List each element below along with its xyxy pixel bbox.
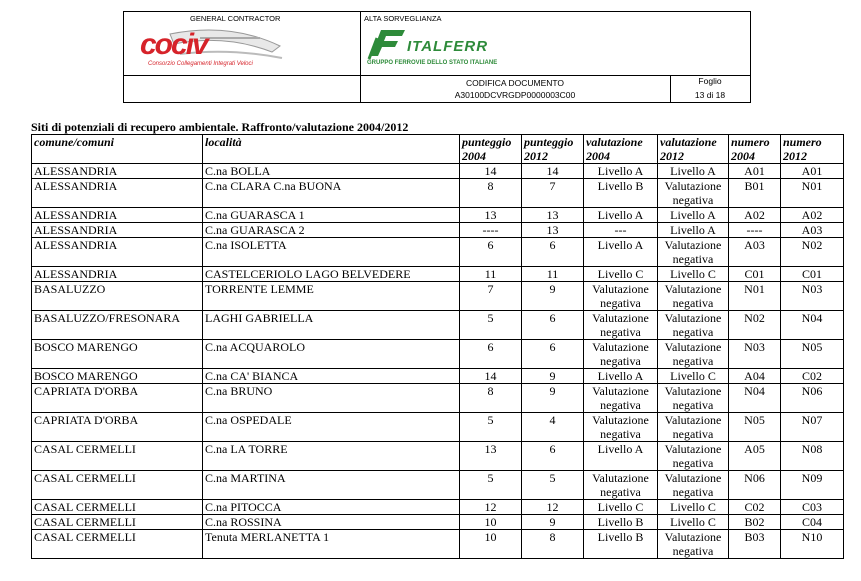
cell-numero-2012: N02 xyxy=(781,238,844,267)
cell-numero-2012: N03 xyxy=(781,282,844,311)
col-header-numero-2004: numero 2004 xyxy=(729,135,781,164)
cell-comune: CASAL CERMELLI xyxy=(32,515,203,530)
cell-punteggio-2012: 6 xyxy=(522,442,584,471)
table-row xyxy=(32,179,844,208)
cell-comune: ALESSANDRIA xyxy=(32,267,203,282)
cell-comune: BOSCO MARENGO xyxy=(32,369,203,384)
cell-localita: C.na ROSSINA xyxy=(203,515,460,530)
cell-valutazione-2012: Valutazione negativa xyxy=(658,311,729,340)
cell-punteggio-2004: 5 xyxy=(460,413,522,442)
cell-numero-2012: N08 xyxy=(781,442,844,471)
table-row xyxy=(32,223,844,238)
cell-numero-2012: N07 xyxy=(781,413,844,442)
cell-comune: ALESSANDRIA xyxy=(32,208,203,223)
cell-numero-2012: N09 xyxy=(781,471,844,500)
cell-valutazione-2012: Valutazione negativa xyxy=(658,340,729,369)
cell-valutazione-2004: Valutazione negativa xyxy=(584,282,658,311)
cell-valutazione-2012: Valutazione negativa xyxy=(658,442,729,471)
table-row xyxy=(32,442,844,471)
table-row xyxy=(32,500,844,515)
cell-valutazione-2004: Livello A xyxy=(584,369,658,384)
cell-punteggio-2012: 9 xyxy=(522,369,584,384)
col-header-punteggio-2012: punteggio 2012 xyxy=(522,135,584,164)
cell-numero-2004: N02 xyxy=(729,311,781,340)
table-row xyxy=(32,471,844,500)
cell-localita: C.na BRUNO xyxy=(203,384,460,413)
table-header-row xyxy=(32,135,844,164)
cell-punteggio-2004: ---- xyxy=(460,223,522,238)
cell-punteggio-2004: 13 xyxy=(460,208,522,223)
cell-numero-2004: N04 xyxy=(729,384,781,413)
cell-numero-2004: N01 xyxy=(729,282,781,311)
cell-numero-2012: C04 xyxy=(781,515,844,530)
cell-valutazione-2004: Livello A xyxy=(584,238,658,267)
cell-comune: ALESSANDRIA xyxy=(32,179,203,208)
cell-localita: C.na OSPEDALE xyxy=(203,413,460,442)
cell-localita: C.na PITOCCA xyxy=(203,500,460,515)
cell-punteggio-2004: 14 xyxy=(460,164,522,179)
cell-valutazione-2012: Valutazione negativa xyxy=(658,238,729,267)
cell-valutazione-2004: Valutazione negativa xyxy=(584,340,658,369)
cell-punteggio-2004: 10 xyxy=(460,530,522,559)
col-header-numero-2012: numero 2012 xyxy=(781,135,844,164)
cell-punteggio-2004: 13 xyxy=(460,442,522,471)
cell-punteggio-2012: 4 xyxy=(522,413,584,442)
cell-numero-2004: N05 xyxy=(729,413,781,442)
cell-numero-2012: C03 xyxy=(781,500,844,515)
table-row xyxy=(32,530,844,559)
cell-valutazione-2004: --- xyxy=(584,223,658,238)
cell-localita: C.na GUARASCA 1 xyxy=(203,208,460,223)
cell-numero-2004: A03 xyxy=(729,238,781,267)
cell-punteggio-2012: 6 xyxy=(522,311,584,340)
cell-punteggio-2004: 8 xyxy=(460,179,522,208)
cell-comune: ALESSANDRIA xyxy=(32,164,203,179)
cell-punteggio-2004: 7 xyxy=(460,282,522,311)
cell-punteggio-2004: 12 xyxy=(460,500,522,515)
cell-comune: CASAL CERMELLI xyxy=(32,442,203,471)
cell-numero-2012: A01 xyxy=(781,164,844,179)
cell-valutazione-2012: Livello A xyxy=(658,164,729,179)
cell-punteggio-2012: 7 xyxy=(522,179,584,208)
cell-numero-2004: N06 xyxy=(729,471,781,500)
cell-punteggio-2012: 12 xyxy=(522,500,584,515)
cell-punteggio-2012: 9 xyxy=(522,515,584,530)
cell-numero-2012: N04 xyxy=(781,311,844,340)
table-row xyxy=(32,515,844,530)
cell-valutazione-2012: Livello C xyxy=(658,267,729,282)
col-header-punteggio-2004: punteggio 2004 xyxy=(460,135,522,164)
cell-comune: BASALUZZO xyxy=(32,282,203,311)
table-row xyxy=(32,384,844,413)
cell-numero-2004: C01 xyxy=(729,267,781,282)
cell-numero-2004: B01 xyxy=(729,179,781,208)
cell-valutazione-2004: Livello B xyxy=(584,530,658,559)
cell-punteggio-2012: 6 xyxy=(522,238,584,267)
cell-punteggio-2012: 6 xyxy=(522,340,584,369)
cell-punteggio-2004: 10 xyxy=(460,515,522,530)
cell-comune: ALESSANDRIA xyxy=(32,238,203,267)
table-row xyxy=(32,369,844,384)
cell-punteggio-2012: 9 xyxy=(522,282,584,311)
cell-valutazione-2012: Valutazione negativa xyxy=(658,179,729,208)
cell-numero-2012: A02 xyxy=(781,208,844,223)
table-row xyxy=(32,340,844,369)
cell-punteggio-2004: 6 xyxy=(460,340,522,369)
cell-comune: ALESSANDRIA xyxy=(32,223,203,238)
cell-numero-2012: N01 xyxy=(781,179,844,208)
italferr-logo-text: ITALFERR xyxy=(407,38,489,55)
cell-localita: C.na GUARASCA 2 xyxy=(203,223,460,238)
cell-valutazione-2004: Livello B xyxy=(584,179,658,208)
col-header-valutazione-2012: valutazione 2012 xyxy=(658,135,729,164)
cell-punteggio-2004: 6 xyxy=(460,238,522,267)
cell-valutazione-2004: Livello B xyxy=(584,515,658,530)
cell-comune: CASAL CERMELLI xyxy=(32,500,203,515)
cell-numero-2012: C01 xyxy=(781,267,844,282)
italferr-subtitle: GRUPPO FERROVIE DELLO STATO ITALIANE xyxy=(367,60,498,66)
cell-valutazione-2012: Valutazione negativa xyxy=(658,471,729,500)
cell-valutazione-2004: Livello A xyxy=(584,442,658,471)
cell-valutazione-2012: Valutazione negativa xyxy=(658,530,729,559)
cell-comune: BOSCO MARENGO xyxy=(32,340,203,369)
cell-comune: CASAL CERMELLI xyxy=(32,471,203,500)
foglio-value: 13 di 18 xyxy=(694,90,726,100)
cell-comune: BASALUZZO/FRESONARA xyxy=(32,311,203,340)
cell-numero-2004: B02 xyxy=(729,515,781,530)
table-row xyxy=(32,267,844,282)
cell-valutazione-2004: Valutazione negativa xyxy=(584,413,658,442)
cell-numero-2004: A01 xyxy=(729,164,781,179)
col-header-valutazione-2004: valutazione 2004 xyxy=(584,135,658,164)
table-row xyxy=(32,282,844,311)
cell-punteggio-2012: 13 xyxy=(522,223,584,238)
cell-localita: CASTELCERIOLO LAGO BELVEDERE xyxy=(203,267,460,282)
cell-valutazione-2004: Livello C xyxy=(584,500,658,515)
cell-valutazione-2012: Livello C xyxy=(658,515,729,530)
col-header-localita: località xyxy=(203,135,460,164)
cociv-subtitle: Consorzio Collegamenti Integrati Veloci xyxy=(148,61,253,67)
table-row xyxy=(32,208,844,223)
cell-punteggio-2004: 14 xyxy=(460,369,522,384)
cell-localita: LAGHI GABRIELLA xyxy=(203,311,460,340)
cell-valutazione-2012: Valutazione negativa xyxy=(658,282,729,311)
cell-localita: C.na MARTINA xyxy=(203,471,460,500)
codifica-label: CODIFICA DOCUMENTO xyxy=(465,78,565,88)
cell-valutazione-2004: Valutazione negativa xyxy=(584,311,658,340)
cell-valutazione-2004: Livello A xyxy=(584,164,658,179)
cell-localita: C.na CLARA C.na BUONA xyxy=(203,179,460,208)
cell-numero-2004: A05 xyxy=(729,442,781,471)
cell-localita: C.na CA' BIANCA xyxy=(203,369,460,384)
table-row xyxy=(32,311,844,340)
cell-numero-2004: B03 xyxy=(729,530,781,559)
cell-localita: Tenuta MERLANETTA 1 xyxy=(203,530,460,559)
cell-comune: CAPRIATA D'ORBA xyxy=(32,413,203,442)
cell-numero-2004: A02 xyxy=(729,208,781,223)
general-contractor-label: GENERAL CONTRACTOR xyxy=(190,14,281,23)
cell-punteggio-2004: 8 xyxy=(460,384,522,413)
cell-valutazione-2012: Livello A xyxy=(658,223,729,238)
document-header xyxy=(123,11,751,103)
cell-numero-2012: N10 xyxy=(781,530,844,559)
cell-valutazione-2004: Valutazione negativa xyxy=(584,384,658,413)
cell-punteggio-2012: 9 xyxy=(522,384,584,413)
cell-punteggio-2004: 11 xyxy=(460,267,522,282)
cell-punteggio-2004: 5 xyxy=(460,311,522,340)
cell-numero-2012: N05 xyxy=(781,340,844,369)
alta-sorveglianza-label: ALTA SORVEGLIANZA xyxy=(364,14,442,23)
cell-localita: TORRENTE LEMME xyxy=(203,282,460,311)
table-row xyxy=(32,413,844,442)
cell-valutazione-2012: Livello C xyxy=(658,369,729,384)
cociv-logo xyxy=(140,24,286,70)
sites-table xyxy=(31,134,844,559)
cell-numero-2012: N06 xyxy=(781,384,844,413)
cell-valutazione-2004: Valutazione negativa xyxy=(584,471,658,500)
cell-localita: C.na LA TORRE xyxy=(203,442,460,471)
cell-valutazione-2004: Livello A xyxy=(584,208,658,223)
table-row xyxy=(32,238,844,267)
cell-punteggio-2012: 11 xyxy=(522,267,584,282)
fs-logo-icon xyxy=(367,26,407,60)
table-row xyxy=(32,164,844,179)
cell-punteggio-2012: 5 xyxy=(522,471,584,500)
cell-comune: CASAL CERMELLI xyxy=(32,530,203,559)
cell-punteggio-2012: 13 xyxy=(522,208,584,223)
table-caption: Siti di potenziali di recupero ambientale. Raffronto/valutazione 2004/2012 xyxy=(31,120,409,134)
cell-localita: C.na BOLLA xyxy=(203,164,460,179)
cell-punteggio-2012: 14 xyxy=(522,164,584,179)
italferr-logo xyxy=(367,26,527,72)
cell-punteggio-2004: 5 xyxy=(460,471,522,500)
cell-localita: C.na ACQUAROLO xyxy=(203,340,460,369)
col-header-comune: comune/comuni xyxy=(32,135,203,164)
cell-numero-2004: A04 xyxy=(729,369,781,384)
cell-valutazione-2012: Livello A xyxy=(658,208,729,223)
cell-valutazione-2012: Livello C xyxy=(658,500,729,515)
cell-localita: C.na ISOLETTA xyxy=(203,238,460,267)
cociv-logo-text: cociv xyxy=(140,28,207,61)
cell-numero-2004: C02 xyxy=(729,500,781,515)
cell-numero-2012: C02 xyxy=(781,369,844,384)
cell-punteggio-2012: 8 xyxy=(522,530,584,559)
cell-numero-2004: N03 xyxy=(729,340,781,369)
cell-valutazione-2012: Valutazione negativa xyxy=(658,384,729,413)
cell-numero-2012: A03 xyxy=(781,223,844,238)
cell-valutazione-2004: Livello C xyxy=(584,267,658,282)
foglio-label: Foglio xyxy=(698,76,722,86)
cell-comune: CAPRIATA D'ORBA xyxy=(32,384,203,413)
codifica-value: A30100DCVRGDP0000003C00 xyxy=(454,90,576,100)
cell-numero-2004: ---- xyxy=(729,223,781,238)
cell-valutazione-2012: Valutazione negativa xyxy=(658,413,729,442)
